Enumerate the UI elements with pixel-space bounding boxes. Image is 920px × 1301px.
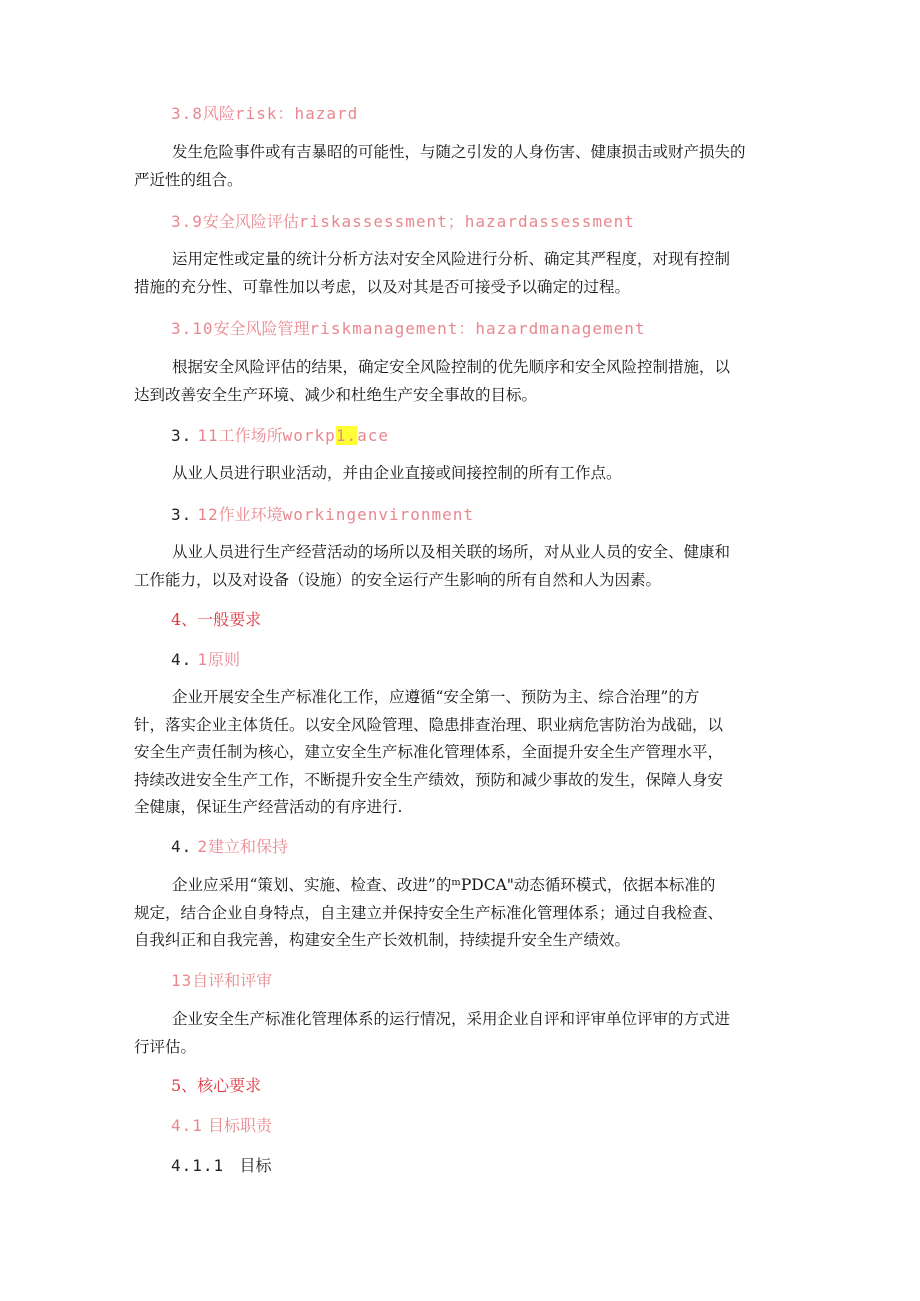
text-line: 根据安全风险评估的结果，确定安全风险控制的优先顺序和安全风险控制措施，以 [172,358,731,376]
text-line: 企业应采用“策划、实施、检查、改进”的ᵐPDCA"动态循环模式，依据本标准的 [172,876,716,894]
section-title-en-tail: ace [357,426,389,445]
section-title-en: riskmanagement：hazardmanagement [309,319,646,338]
text-line: 自我纠正和自我完善，构建安全生产长效机制，持续提升安全生产绩效。 [134,931,631,949]
text-line: 从业人员进行职业活动，并由企业直接或间接控制的所有工作点。 [172,464,622,482]
text-line: 运用定性或定量的统计分析方法对安全风险进行分析、确定其严程度，对现有控制 [172,250,731,268]
text-line: 措施的充分性、可靠性加以考虑，以及对其是否可接受予以确定的过程。 [134,277,631,296]
text-line: 针，落实企业主体货任。以安全风险管理、隐患排查治理、职业病危害防治为战础，以 [134,715,724,734]
section-title-zh: 建立和保持 [208,837,289,856]
paragraph-4-3 [134,1006,790,1061]
section-4-3-heading [171,970,272,992]
section-title-zh: 原则 [208,650,241,669]
section-subnumber: 12 [197,505,219,524]
section-number: 3. [171,505,193,524]
paragraph-3-9 [134,246,790,301]
section-3-11-heading [171,425,389,447]
text-line: 企业安全生产标准化管理体系的运行情况，采用企业自评和评审单位评审的方式进 [172,1010,731,1028]
paragraph-3-11 [134,460,790,488]
section-4-heading [171,609,261,631]
section-5-1-heading [171,1115,272,1137]
section-3-10-heading [171,318,646,340]
section-number: 3. [171,426,193,445]
section-title-en: riskassessment；hazardassessment [298,212,635,231]
text-line: 工作能力，以及对设备（设施）的安全运行产生影响的所有自然和人为因素。 [134,570,662,589]
text-line: 从业人员进行生产经营活动的场所以及相关联的场所，对从业人员的安全、健康和 [172,543,731,561]
section-number: 3.8 [171,104,203,123]
section-title: 5、核心要求 [171,1076,262,1095]
text-line: 规定，结合企业自身特点，自主建立并保持安全生产标准化管理体系；通过自我检查、 [134,903,724,922]
section-title-en: workp [282,426,336,445]
section-title-zh: 作业环境 [218,505,283,524]
section-3-9-heading [171,211,635,233]
paragraph-3-12 [134,539,790,594]
text-line: 安全生产责任制为核心，建立安全生产标准化管理体系，全面提升安全生产管理水平， [134,743,724,761]
section-4-2-heading [171,836,288,858]
section-title-zh: 安全风险评估 [202,212,299,231]
section-4-1-heading [171,649,240,671]
text-line: 行评估。 [134,1037,197,1056]
section-3-8-heading [171,103,358,125]
section-title-zh: 安全风险管理 [213,319,310,338]
section-title-zh: 目标职责 [208,1116,273,1135]
paragraph-3-8 [134,139,790,194]
paragraph-3-10 [134,354,790,409]
text-line: 企业开展安全生产标准化工作，应遵循“安全第一、预防为主、综合治理”的方 [172,688,700,706]
text-line: 全健康，保证生产经营活动的有序进行. [134,798,403,816]
section-subnumber: 11 [197,426,219,445]
section-subnumber: 2 [197,837,208,856]
section-title-en: risk：hazard [234,104,359,123]
section-subnumber: 1 [197,650,208,669]
text-line: 发生危险事件或有吉暴昭的可能性，与随之引发的人身伤害、健康损击或财产损失的 [172,143,746,161]
section-title-zh: 风险 [202,104,235,123]
section-5-heading [171,1075,261,1097]
section-number: 4.1 [171,1116,203,1135]
section-number: 4. [171,837,193,856]
highlighted-text: 1. [335,426,358,445]
section-title-zh: 工作场所 [218,426,283,445]
section-title-en: workingenvironment [282,505,475,524]
text-line: 持续改进安全生产工作，不断提升安全生产绩效，预防和减少事故的发生，保障人身安 [134,770,724,789]
section-number: 3.10 [171,319,214,338]
section-number: 4.1.1 [171,1156,225,1175]
section-title-zh: 目标 [239,1156,272,1175]
text-line: 严近性的组合。 [134,170,243,189]
text-line: 达到改善安全生产环境、减少和杜绝生产安全事故的目标。 [134,385,538,404]
section-number: 3.9 [171,212,203,231]
section-title-zh: 自评和评审 [192,971,273,990]
section-title: 4、一般要求 [171,610,262,629]
paragraph-4-1 [134,684,790,822]
section-5-1-1-heading [171,1155,271,1177]
paragraph-4-2 [134,872,790,955]
section-3-12-heading [171,504,474,526]
section-number: 4. [171,650,193,669]
section-number: 13 [171,971,193,990]
